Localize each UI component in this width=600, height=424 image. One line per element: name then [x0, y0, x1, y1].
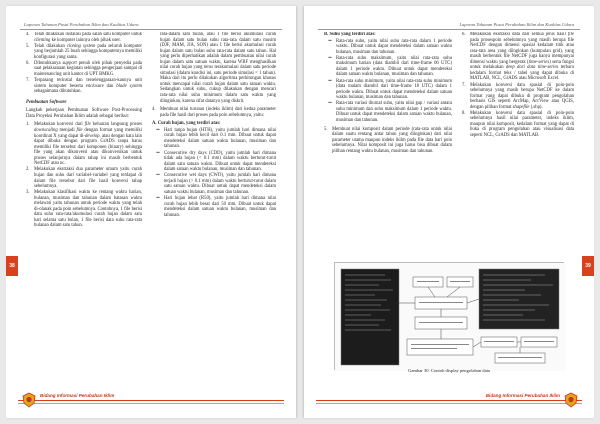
- arrow-bullet-icon: ⇒: [156, 196, 160, 202]
- bullet-item: [324, 39, 452, 56]
- bullet-item: [152, 151, 276, 173]
- item-number: 7.: [462, 82, 466, 88]
- item-text: Membuat nilai komposit dalam periode (rata-rata untuk nilai dalam suatu rentang antar tahun yang diinginkan) dari nilai parameter utama maupun indeks iklim pada file data hari poin sebelumnya. Nilai komposit ini juga harus bisa dibuat dalam pilihan rentang waktu bulanan, musiman dan tahunan.: [332, 126, 452, 154]
- item-number: 1.: [26, 122, 30, 128]
- section-intro: Langkah pekerjaan Pembuatan Software Post-Processing Data Proyeksi Perubahan Iklim adalah sebagai berikut:: [26, 108, 142, 119]
- item-number: 5.: [324, 126, 328, 132]
- item-number: 5.: [26, 43, 30, 49]
- page-number-tab: [582, 256, 594, 276]
- arrow-bullet-icon: ⇒: [328, 38, 332, 44]
- list-item: [152, 107, 276, 118]
- step-continuation: rata-dalam satu bulan, atau 1 file berisi akumulasi curah hujan dalam satu bulan suhu rata-rata dalam satu musim (DJF, MAM, JJA, SON) atau 1 file berisi akumulasi curah hujan dalam satu bulan suhu rata-rata dalam satu tahun. Hal yang perlu diperhatikan adalah dalam pembuatan nilai curah hujan dalam satu satuan waktu, karena WRF menghasilkan nilai curah hujan yang terus terakumulasi dalam satu periode simulasi (dalam kondisi ini, satu periode simulasi = 1 tahun). Maka dari itu perlu dilakukan algoritma perhitungan khusus untuk mencapai nilai curah hujan dalam satu satuan waktu. Sedangkan untuk suhu, cukup dilakukan dengan mencari rata-rata nilai suhu minimum dalam satu waktu yang diinginkan, karena sifat datanya yang diskrit.: [160, 32, 276, 104]
- running-head: Laporan Tahunan Pusat Perubahan Iklim dan Kualitas Udara: [459, 22, 574, 27]
- list-item: [324, 127, 452, 155]
- arrow-bullet-icon: ⇒: [156, 150, 160, 156]
- group-a-title: A. Curah hujan, yang terdiri atas:: [152, 121, 221, 127]
- left-column-2: [152, 32, 276, 392]
- left-page: [6, 6, 296, 418]
- list-item: [462, 83, 574, 111]
- page-number-tab: [6, 256, 18, 276]
- data-processing-screenshot: [335, 263, 565, 371]
- item-text: Melakukan ekstraksi dua parameter umum yaitu curah hujan dan suhu dari variabel-variabel yang terdapat di dalam file tersebut dari file hasil konversi tahap sebelumnya.: [34, 167, 142, 190]
- item-text: Hari hujan lebat (R50), yaitu jumlah hari dimana nilai curah hujan lebih besar dari 50 mm. Dibuat untuk dapat mendeteksi dalam satuan waktu bulanan, musiman dan tahunan.: [164, 196, 276, 218]
- item-text: Melakukan konversi dari file keluaran langsung proses downscaling menjadi file dengan format yang memiliki koordinat X yang dapat di-develop, atau dengan kata lain dapat dibuka dengan program GrADS tanpa harus memiliki file tersebut dari komponen (binary) sehingga file yang akan dikonversi atau dikonversikan untuk proses selanjutnya dalam tahap ini masih berbentuk NetCDF atau nc.: [34, 122, 142, 167]
- list-item: [462, 111, 574, 139]
- item-text: Melakukan klasifikasi waktu ke rentang waktu harian, bulanan, musiman dan tahunan dalam batasan waktu melawati yaitu tahunan untuk periode waktu yang telah di-olanak pada poin sebelumnya. Contohnya, 1 file berisi data suhu rata-rata/akumulasi curah hujan dalam satu hari selama satu bulan, 1 file berisi data suhu rata-rata bulanan dalam satu tahun.: [34, 190, 142, 229]
- bullet-list: [152, 128, 276, 219]
- item-text: Dibutuhkanya support penuh oleh pihak penyedia pada saat pelaksanaan kegiatan sehingga pengerjaan sampai di maintenancing unit kantor di UPT BMKG.: [34, 60, 142, 78]
- step-list: [26, 122, 142, 229]
- item-text: Rata-rata variasi diurnal suhu, yaitu nilai gap / variasi antara suhu minimum dan suhu maksimum dalam 1 periode waktu. Dibuat untuk dapat mendeteksi dalam satuan waktu bulanan, musiman dan tahunan.: [336, 101, 452, 123]
- step-list: [324, 127, 452, 155]
- left-column-1: [26, 32, 142, 392]
- bullet-item: [152, 173, 276, 195]
- bullet-item: [152, 196, 276, 218]
- arrow-bullet-icon: ⇒: [328, 101, 332, 107]
- item-text: Melakukan ekstraksi data dari semua jenis hasil file pada prosespoin sebelumnya yang masih berupa file NetCDF dengan dimensi spasial kedalam titik atau rata-rata area yang diinginkan (kumpulan grid), yang masih berbentuk file NetCDF juga hanya mempunyai dimensi waktu yang bergerak (time-series) serta fungsi untuk melakukan deep dari data time-series terbaru kedalam format teks / tabel yang dapat dibuka di MATLAB, NCL, GrADS atau Microsoft Excel.: [470, 32, 574, 82]
- bullet-item: [152, 128, 276, 150]
- item-text: Rata-rata suhu maksimum, yaitu nilai rata-rata suhu maksimum harian (data diambil dari time-frame 06 UTC) dalam 1 periode waktu. Dibuat untuk dapat mendeteksi dalam satuan waktu bulanan, musiman dan tahunan.: [336, 55, 452, 78]
- item-list: [26, 32, 142, 95]
- emblem-icon: [22, 392, 36, 408]
- arrow-bullet-icon: ⇒: [328, 55, 332, 61]
- item-number: 6.: [26, 60, 30, 66]
- group-b-title: B. Suhu yang terdiri atas:: [324, 32, 376, 37]
- item-text: Rata-rata suhu, yaitu nilai suhu rata-rata dalam 1 periode waktu. Dibuat untuk dapat mendeteksi dalam satuan waktu bulanan, musiman dan tahunan.: [336, 38, 452, 55]
- footer-rule-thin: [18, 403, 284, 404]
- bullet-item: [324, 101, 452, 123]
- item-number: 4.: [152, 107, 156, 113]
- item-text: Melakukan konversi data spasial di poin-poin sebelumnya hasil nilai parameter, indeks iklim, maupun nilai komposit, kedalam format yang dapat di buka di program pengolahan atau visualisasi data seperti NCL, GrADS dan MATLAB.: [470, 110, 574, 139]
- item-text: Consecutive dry days (CDD), yaitu jumlah hari dimana tidak ada hujan (< 0.1 mm) dalam waktu berturut-turut dalam satu satuan waktu. Dibuat untuk dapat mendeteksi dalam satuan waktu bulanan, musiman dan tahunan.: [164, 150, 276, 173]
- item-text: Melakukan konversi data spasial di poin-poin sebelumnya yang masih berupa NetCDF ke dalam format yang dapat dibuka di program pengolahan berbasis GIS seperti ArcMap, ArcView atau QGIS, dengan pilihan format shapefile (.shp).: [470, 82, 574, 110]
- bullet-item: [324, 56, 452, 78]
- list-item: [26, 190, 142, 229]
- item-number: 8.: [462, 110, 466, 116]
- footer-text: Bidang Informasi Perubahan Iklim: [40, 393, 115, 398]
- bullet-item: [324, 79, 452, 101]
- figure-caption: Gambar 30. Contoh display pengolahan data: [408, 368, 490, 373]
- list-item: [462, 32, 574, 82]
- bullet-list: [324, 39, 452, 124]
- list-item: [26, 78, 142, 95]
- page-number: 38: [9, 263, 15, 269]
- right-page: [304, 6, 594, 418]
- list-item: [26, 167, 142, 189]
- arrow-bullet-icon: ⇒: [328, 78, 332, 84]
- item-number: 6.: [462, 32, 466, 37]
- section-title: Pembuatan Software: [26, 99, 67, 105]
- header-rule: [20, 29, 282, 30]
- arrow-bullet-icon: ⇒: [156, 173, 160, 179]
- footer-rule: [316, 400, 582, 401]
- list-item: [26, 61, 142, 78]
- header-rule: [318, 29, 580, 30]
- step-list: [462, 32, 574, 139]
- footer: [316, 390, 582, 410]
- footer-rule: [18, 400, 284, 401]
- item-text: Telah dilakukan instalasi pada salah satu komputer untuk clienting ke komputer lainnya oleh pihak user.: [34, 32, 142, 43]
- step-list: [152, 107, 276, 118]
- page-number: 39: [585, 263, 591, 269]
- footer-text: Bidang Informasi Perubahan Iklim: [485, 393, 560, 398]
- list-item: [26, 44, 142, 61]
- item-text: Terpasang terinstal dan terselenggaraan-kannya unit sistem komputer beserta enclosure dan blade system sebagaimana dibutuhkan.: [34, 78, 142, 95]
- item-text: Telah dilakukan cloning system pada seluruh komputer yang berjumlah 25 buah sehingga komputernya memiliki konfigurasi yang sama.: [34, 43, 142, 60]
- footer: [18, 390, 284, 410]
- arrow-bullet-icon: ⇒: [156, 127, 160, 133]
- footer-rule-thin: [316, 403, 582, 404]
- item-text: Hari tanpa hujan (HTH), yaitu jumlah hari dimana nilai curah hujan lebih kecil dari 0.1 mm. Dibuat untuk dapat mendeteksi dalam satuan waktu bulanan, musiman dan tahunan.: [164, 127, 276, 150]
- item-text: Rata-rata suhu minimum, yaitu nilai rata-rata suhu minimum (data malam diambil dari time-frame 18 UTC) dalam 1 periode waktu. Dibuat untuk dapat mendeteksi dalam satuan waktu bulanan, musiman dan tahunan.: [336, 78, 452, 101]
- figure-screenshot: [334, 262, 564, 370]
- item-number: 3.: [26, 190, 30, 196]
- item-text: Consecutive wet days (CWD), yaitu jumlah hari dimana terjadi hujan (> 0.1 mm) dalam waktu berturut-turut dalam satu satuan waktu. Dibuat untuk dapat mendeteksi dalam satuan waktu bulanan, musiman dan tahunan.: [164, 173, 276, 195]
- item-number: 7.: [26, 78, 30, 84]
- item-text: Membuat nilai turunan (indeks iklim) dari kedua parameter pada file hasil dari proses pada poin sebelumnya, yaitu:: [160, 107, 276, 118]
- item-number: 2.: [26, 167, 30, 173]
- right-column-2: [462, 32, 574, 252]
- list-item: [26, 122, 142, 166]
- emblem-icon: [564, 392, 578, 408]
- item-number: 4.: [26, 32, 30, 37]
- list-item: [26, 32, 142, 43]
- running-head: Laporan Tahunan Pusat Perubahan Iklim dan Kualitas Udara: [24, 22, 139, 27]
